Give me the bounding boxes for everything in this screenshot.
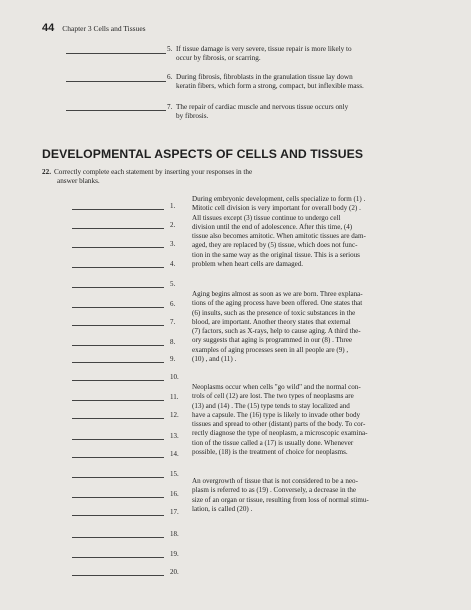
answer-number: 1. bbox=[170, 202, 176, 210]
paragraph-line: plasm is referred to as (19) . Conversely, a decrease in the bbox=[192, 486, 357, 495]
paragraph-line: During embryonic development, cells specialize to form (1) . bbox=[192, 195, 366, 203]
paragraph-line: possible, (18) is the treatment of choice for neoplasms. bbox=[192, 448, 348, 457]
answer-blank[interactable] bbox=[72, 439, 164, 440]
answer-number: 8. bbox=[170, 338, 176, 346]
answer-blank[interactable] bbox=[72, 267, 164, 268]
answer-blank[interactable] bbox=[72, 400, 164, 401]
paragraph-aging bbox=[192, 290, 438, 364]
page-header bbox=[42, 22, 146, 34]
answer-blank[interactable] bbox=[72, 362, 164, 363]
paragraph-line: tissues and spread to other (distant) parts of the body. To cor- bbox=[192, 420, 366, 429]
answer-blank[interactable] bbox=[72, 457, 164, 458]
paragraph-line: All tissues except (3) tissue continue to undergo cell bbox=[192, 213, 341, 222]
paragraph-line: tion in the same way as the original tissue. This is a serious bbox=[192, 250, 360, 259]
answer-number: 10. bbox=[170, 373, 179, 381]
item-number: 6. bbox=[167, 73, 173, 81]
answer-number: 18. bbox=[170, 530, 179, 538]
paragraph-line: blood, are important. Another theory states that external bbox=[192, 317, 351, 326]
answer-number: 19. bbox=[170, 550, 179, 558]
item-number: 5. bbox=[167, 45, 173, 53]
paragraph-line: lation, is called (20) . bbox=[192, 504, 253, 513]
paragraph-line: Aging begins almost as soon as we are born. Three explana- bbox=[192, 290, 363, 298]
answer-blank[interactable] bbox=[72, 537, 164, 538]
answer-blank[interactable] bbox=[72, 287, 164, 288]
item-line: by fibrosis. bbox=[176, 112, 209, 120]
answer-blank[interactable] bbox=[72, 228, 164, 229]
paragraph-line: Mitotic cell division is very important for overall body (2) . bbox=[192, 204, 361, 213]
page-number: 44 bbox=[42, 22, 55, 34]
answer-number: 3. bbox=[170, 240, 176, 248]
answer-number: 17. bbox=[170, 508, 179, 516]
answer-blank[interactable] bbox=[72, 477, 164, 478]
item-line: If tissue damage is very severe, tissue repair is more likely to bbox=[176, 45, 352, 53]
answer-blank[interactable] bbox=[72, 345, 164, 346]
instruction-line: answer blanks. bbox=[57, 177, 100, 185]
question-instructions bbox=[42, 168, 372, 186]
paragraph-line: (7) factors, such as X-rays, help to cause aging. A third the- bbox=[192, 327, 361, 336]
answer-blank[interactable] bbox=[72, 307, 164, 308]
answer-blank[interactable] bbox=[72, 418, 164, 419]
chapter-title: Chapter 3 Cells and Tissues bbox=[62, 24, 146, 33]
instruction-line: Correctly complete each statement by inserting your responses in the bbox=[53, 168, 253, 176]
answer-number: 12. bbox=[170, 411, 179, 419]
answer-blank[interactable] bbox=[72, 209, 164, 210]
item-number: 7. bbox=[167, 103, 173, 111]
answer-number: 11. bbox=[170, 393, 179, 401]
answer-number: 9. bbox=[170, 355, 176, 363]
paragraph-line: Neoplasms occur when cells "go wild" and the normal con- bbox=[192, 383, 361, 391]
answer-number: 2. bbox=[170, 221, 176, 229]
item-line: During fibrosis, fibroblasts in the granulation tissue lay down bbox=[176, 73, 353, 81]
answer-blank[interactable] bbox=[72, 575, 164, 576]
answer-blank[interactable] bbox=[72, 380, 164, 381]
paragraph-line: (10) , and (11) . bbox=[192, 355, 237, 364]
paragraph-overgrowth bbox=[192, 477, 438, 514]
answer-number: 16. bbox=[170, 490, 179, 498]
answer-number: 20. bbox=[170, 568, 179, 576]
answer-blank[interactable] bbox=[72, 557, 164, 558]
paragraph-line: (13) and (14) . The (15) type tends to stay localized and bbox=[192, 401, 350, 410]
answer-number: 13. bbox=[170, 432, 179, 440]
answer-blank[interactable] bbox=[66, 53, 166, 54]
paragraph-line: (6) insults, such as the presence of toxic substances in the bbox=[192, 308, 356, 317]
answer-number: 5. bbox=[170, 280, 176, 288]
paragraph-line: ory suggests that aging is programmed in our (8) . Three bbox=[192, 336, 353, 345]
item-line: The repair of cardiac muscle and nervous tissue occurs only bbox=[176, 103, 349, 111]
section-heading: DEVELOPMENTAL ASPECTS OF CELLS AND TISSUES bbox=[42, 147, 364, 161]
item-line: occur by fibrosis, or scarring. bbox=[176, 54, 261, 62]
paragraph-neoplasms bbox=[192, 383, 438, 457]
item-line: keratin fibers, which form a strong, compact, but inflexible mass. bbox=[176, 82, 364, 90]
answer-blank[interactable] bbox=[72, 325, 164, 326]
answer-number: 6. bbox=[170, 300, 176, 308]
paragraph-line: tissue also becomes amitotic. When amitotic tissues are dam- bbox=[192, 232, 366, 241]
paragraph-line: division until the end of adolescence. After this time, (4) bbox=[192, 222, 353, 231]
answer-blank[interactable] bbox=[72, 247, 164, 248]
paragraph-line: rectly diagnose the type of neoplasm, a microscopic examina- bbox=[192, 429, 368, 438]
answer-number: 7. bbox=[170, 318, 176, 326]
answer-number: 4. bbox=[170, 260, 176, 268]
answer-blank[interactable] bbox=[72, 497, 164, 498]
paragraph-line: An overgrowth of tissue that is not considered to be a neo- bbox=[192, 477, 358, 485]
paragraph-line: aged, they are replaced by (5) tissue, which does not func- bbox=[192, 241, 358, 250]
paragraph-line: examples of aging processes seen in all people are (9) , bbox=[192, 345, 349, 354]
answer-blank[interactable] bbox=[66, 81, 166, 82]
paragraph-line: problem when heart cells are damaged. bbox=[192, 260, 304, 269]
paragraph-line: size of an organ or tissue, resulting from loss of normal stimu- bbox=[192, 495, 369, 504]
paragraph-line: tions of the aging process have been offered. One states that bbox=[192, 299, 363, 308]
question-number: 22. bbox=[42, 168, 51, 176]
answer-number: 15. bbox=[170, 470, 179, 478]
paragraph-line: have a capsule. The (16) type is likely to invade other body bbox=[192, 410, 361, 419]
paragraph-line: tion of the tissue called a (17) is usually done. Whenever bbox=[192, 438, 354, 447]
paragraph-line: trols of cell (12) are lost. The two types of neoplasms are bbox=[192, 392, 354, 401]
answer-blank[interactable] bbox=[66, 110, 166, 111]
paragraph-embryonic bbox=[192, 195, 438, 269]
answer-number: 14. bbox=[170, 450, 179, 458]
answer-blank[interactable] bbox=[72, 515, 164, 516]
